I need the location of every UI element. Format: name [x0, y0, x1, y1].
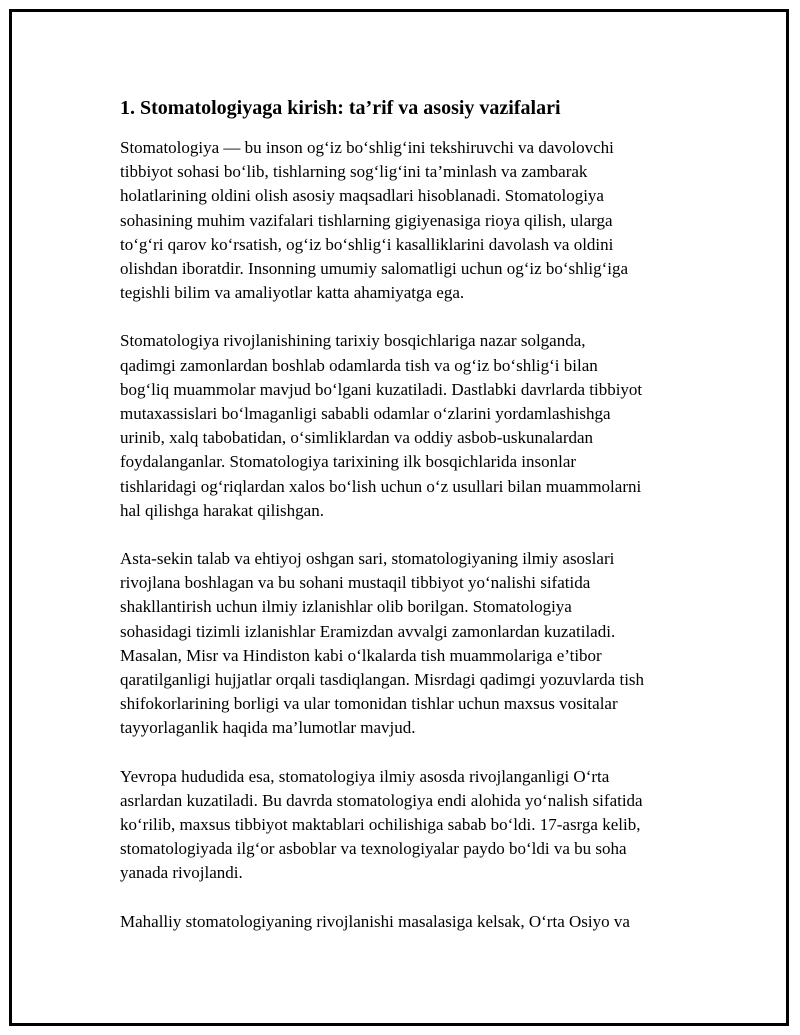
text-line: Stomatologiya rivojlanishining tarixiy bosqichlariga nazar solganda,	[120, 331, 586, 351]
text-line: Mahalliy stomatologiyaning rivojlanishi masalasiga kelsak, O‘rta Osiyo va	[120, 911, 630, 931]
paragraph-3	[120, 547, 704, 741]
text-line: qaratilganligi hujjatlar orqali tasdiqlangan. Misrdagi qadimgi yozuvlarda tish	[120, 670, 645, 690]
paragraph-1	[120, 136, 704, 305]
text-line: qadimgi zamonlardan boshlab odamlarda tish va og‘iz bo‘shlig‘i bilan	[120, 355, 598, 375]
paragraph-4	[120, 765, 704, 886]
text-line: shifokorlarining borligi va ular tomonidan tishlar uchun maxsus vositalar	[120, 694, 618, 714]
text-line: bog‘liq muammolar mavjud bo‘lgani kuzatiladi. Dastlabki davrlarda tibbiyot	[120, 379, 643, 399]
text-line: tishlaridagi og‘riqlardan xalos bo‘lish uchun o‘z usullari bilan muammolarni	[120, 476, 642, 496]
text-line: tayyorlaganlik haqida ma’lumotlar mavjud.	[120, 718, 416, 738]
document-body	[120, 94, 704, 958]
text-line: mutaxassislari bo‘lmaganligi sababli odamlar o‘zlarini yordamlashishga	[120, 404, 611, 424]
page-frame	[9, 9, 789, 1026]
text-line: holatlarining oldini olish asosiy maqsadlari hisoblanadi. Stomatologiya	[120, 186, 604, 206]
paragraph-2	[120, 329, 704, 523]
text-line: urinib, xalq tabobatidan, o‘simliklardan va oddiy asbob-uskunalardan	[120, 428, 594, 448]
text-line: stomatologiyada ilg‘or asboblar va texnologiyalar paydo bo‘ldi va bu soha	[120, 839, 627, 859]
text-line: hal qilishga harakat qilishgan.	[120, 500, 324, 520]
text-line: foydalanganlar. Stomatologiya tarixining ilk bosqichlarida insonlar	[120, 452, 577, 472]
text-line: tegishli bilim va amaliyotlar katta ahamiyatga ega.	[120, 283, 465, 303]
paragraph-5	[120, 910, 704, 934]
text-line: Yevropa hududida esa, stomatologiya ilmiy asosda rivojlanganligi O‘rta	[120, 766, 610, 786]
text-line: Stomatologiya — bu inson og‘iz bo‘shlig‘ini tekshiruvchi va davolovchi	[120, 138, 614, 157]
text-line: Masalan, Misr va Hindiston kabi o‘lkalarda tish muammolariga e’tibor	[120, 645, 602, 665]
text-line: to‘g‘ri qarov ko‘rsatish, og‘iz bo‘shlig‘i kasalliklarini davolash va oldini	[120, 234, 614, 254]
text-line: Asta-sekin talab va ehtiyoj oshgan sari, stomatologiyaning ilmiy asoslari	[120, 549, 615, 569]
text-line: ko‘rilib, maxsus tibbiyot maktablari ochilishiga sabab bo‘ldi. 17-asrga kelib,	[120, 815, 641, 835]
text-line: rivojlana boshlagan va bu sohani mustaqil tibbiyot yo‘nalishi sifatida	[120, 573, 591, 593]
section-heading: 1. Stomatologiyaga kirish: ta’rif va asosiy vazifalari	[120, 97, 561, 119]
text-line: yanada rivojlandi.	[120, 863, 243, 883]
text-line: asrlardan kuzatiladi. Bu davrda stomatologiya endi alohida yo‘nalish sifatida	[120, 790, 643, 810]
text-line: tibbiyot sohasi bo‘lib, tishlarning sog‘lig‘ini ta’minlash va zambarak	[120, 162, 588, 182]
text-line: sohasidagi tizimli izlanishlar Eramizdan avvalgi zamonlardan kuzatiladi.	[120, 621, 616, 641]
text-line: sohasining muhim vazifalari tishlarning gigiyenasiga rioya qilish, ularga	[120, 210, 613, 230]
text-line: shakllantirish uchun ilmiy izlanishlar olib borilgan. Stomatologiya	[120, 597, 572, 617]
text-line: olishdan iboratdir. Insonning umumiy salomatligi uchun og‘iz bo‘shlig‘iga	[120, 259, 629, 279]
